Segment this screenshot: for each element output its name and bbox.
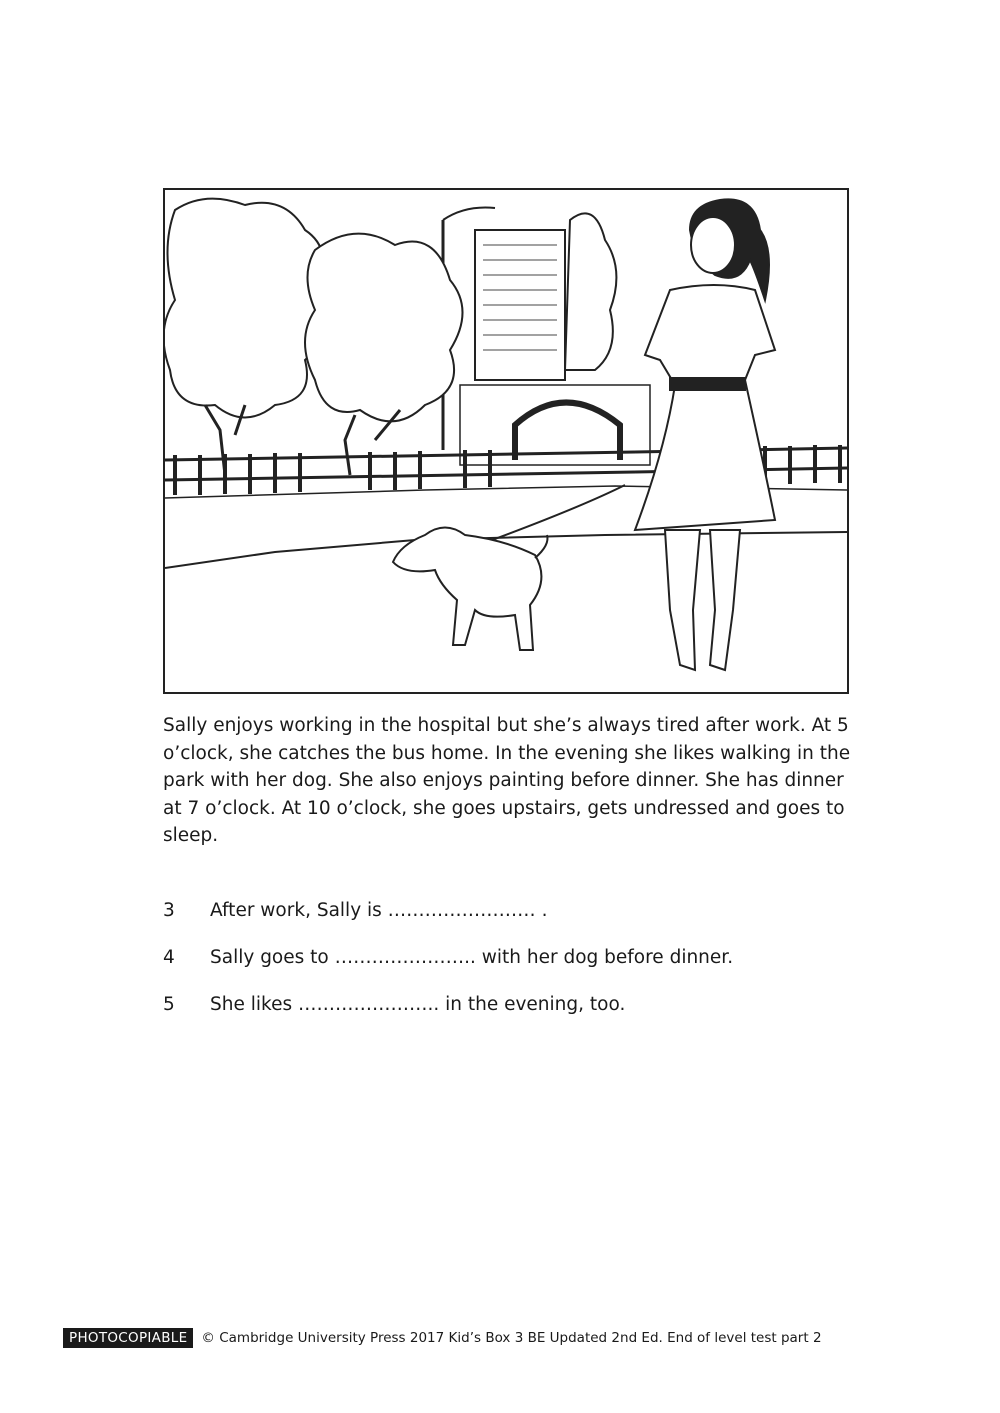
park-scene-drawing	[165, 190, 847, 692]
question-text: She likes ………………….. in the evening, too.	[210, 994, 626, 1015]
park-scene-illustration	[163, 188, 849, 694]
question-list	[163, 897, 863, 1038]
page-footer	[63, 1327, 822, 1349]
question-text: After work, Sally is …………………… .	[210, 900, 548, 921]
question-item	[163, 897, 863, 944]
question-item	[163, 991, 863, 1038]
question-text: Sally goes to ………………….. with her dog before dinner.	[210, 947, 734, 968]
reading-passage: Sally enjoys working in the hospital but she’s always tired after work. At 5 o’clock, she catches the bus home. In the evening she likes walking in the park with her dog. She also enjoys painting before dinner. She has dinner at 7 o’clock. At 10 o’clock, she goes upstairs, gets undressed and goes to sleep.	[163, 715, 851, 846]
copyright-text: © Cambridge University Press 2017 Kid’s Box 3 BE Updated 2nd Ed. End of level test part 2	[201, 1330, 822, 1346]
question-number: 4	[163, 947, 175, 968]
question-number: 5	[163, 994, 175, 1015]
question-item	[163, 944, 863, 991]
question-number: 3	[163, 900, 175, 921]
photocopiable-badge: PHOTOCOPIABLE	[63, 1328, 193, 1348]
